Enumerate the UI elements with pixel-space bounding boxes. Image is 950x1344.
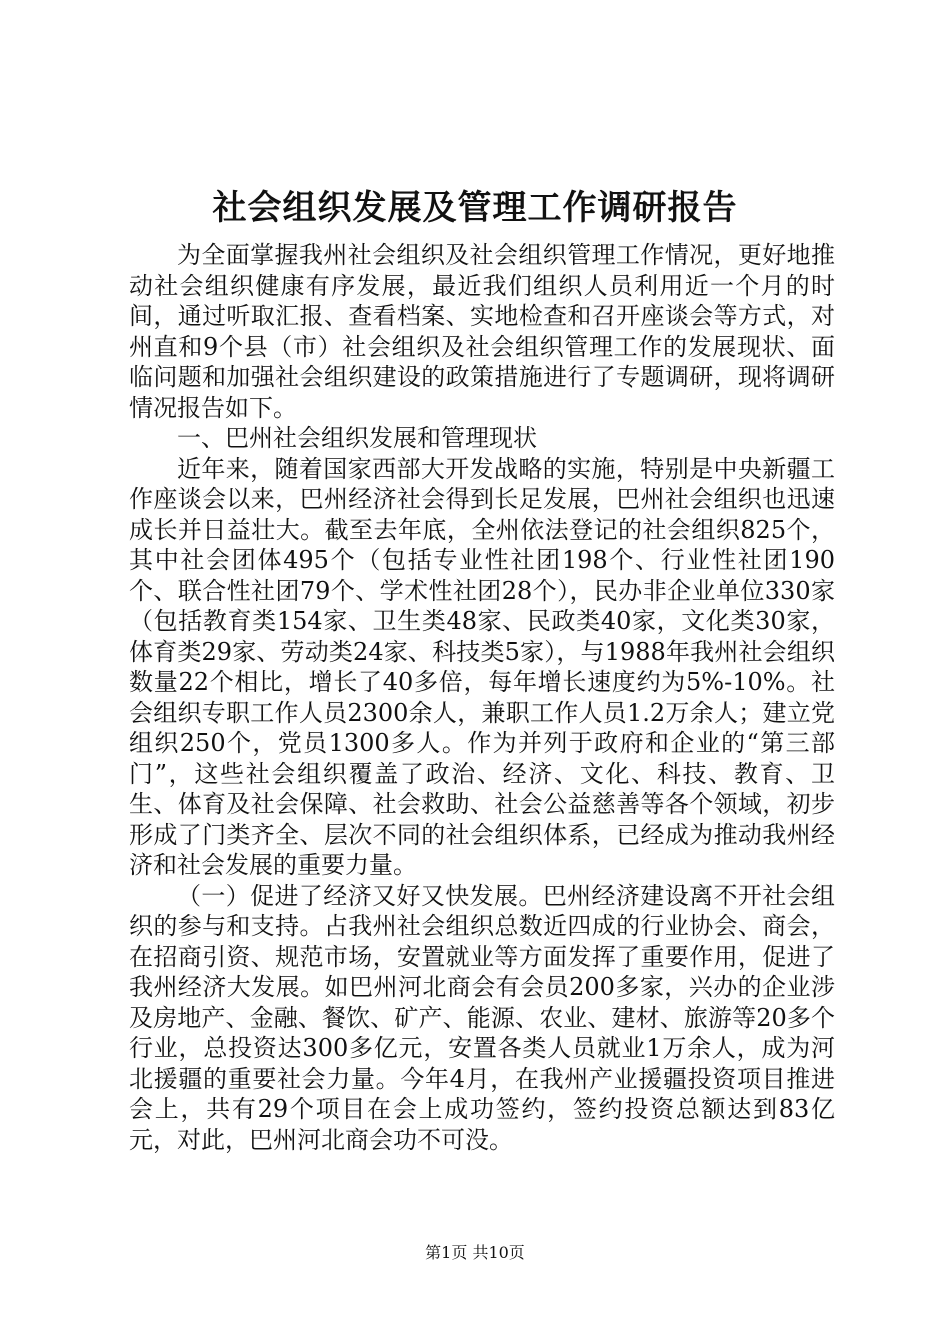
document-title: 社会组织发展及管理工作调研报告 xyxy=(212,188,738,228)
page-number-footer: 第1页 共10页 xyxy=(425,1243,525,1262)
status-paragraph: 近年来，随着国家西部大开发战略的实施，特别是中央新疆工作座谈会以来，巴州经济社会得到长足发展，巴州社会组织也迅速成长并日益壮大。截至去年底，全州依法登记的社会组织825个，其中社会团体495个（包括专业性社团198个、行业性社团190个、联合性社团79个、学术性社团28个），民办非企业单位330家（包括教育类154家、卫生类48家、民政类40家，文化类30家，体育类29家、劳动类24家、科技类5家），与1988年我州社会组织数量22个相比，增长了40多倍，每年增长速度约为5%-10%。社会组织专职工作人员2300余人，兼职工作人员1.2万余人；建立党组织250个，党员1300多人。作为并列于政府和企业的“第三部门”，这些社会组织覆盖了政治、经济、文化、科技、教育、卫生、体育及社会保障、社会救助、社会公益慈善等各个领域，初步形成了门类齐全、层次不同的社会组织体系，已经成为推动我州经济和社会发展的重要力量。 xyxy=(129,454,835,879)
economy-paragraph: （一）促进了经济又好又快发展。巴州经济建设离不开社会组织的参与和支持。占我州社会组织总数近四成的行业协会、商会，在招商引资、规范市场，安置就业等方面发挥了重要作用，促进了我州经济大发展。如巴州河北商会有会员200多家，兴办的企业涉及房地产、金融、餐饮、矿产、能源、农业、建材、旅游等20多个行业，总投资达300多亿元，安置各类人员就业1万余人，成为河北援疆的重要社会力量。今年4月，在我州产业援疆投资项目推进会上，共有29个项目在会上成功签约，签约投资总额达到83亿元，对此，巴州河北商会功不可没。 xyxy=(129,881,835,1154)
intro-paragraph: 为全面掌握我州社会组织及社会组织管理工作情况，更好地推动社会组织健康有序发展，最近我们组织人员利用近一个月的时间，通过听取汇报、查看档案、实地检查和召开座谈会等方式，对州直和9个县（市）社会组织及社会组织管理工作的发展现状、面临问题和加强社会组织建设的政策措施进行了专题调研，现将调研情况报告如下。 xyxy=(129,241,835,422)
document-body xyxy=(129,240,835,1155)
section-heading: 一、巴州社会组织发展和管理现状 xyxy=(177,424,537,452)
